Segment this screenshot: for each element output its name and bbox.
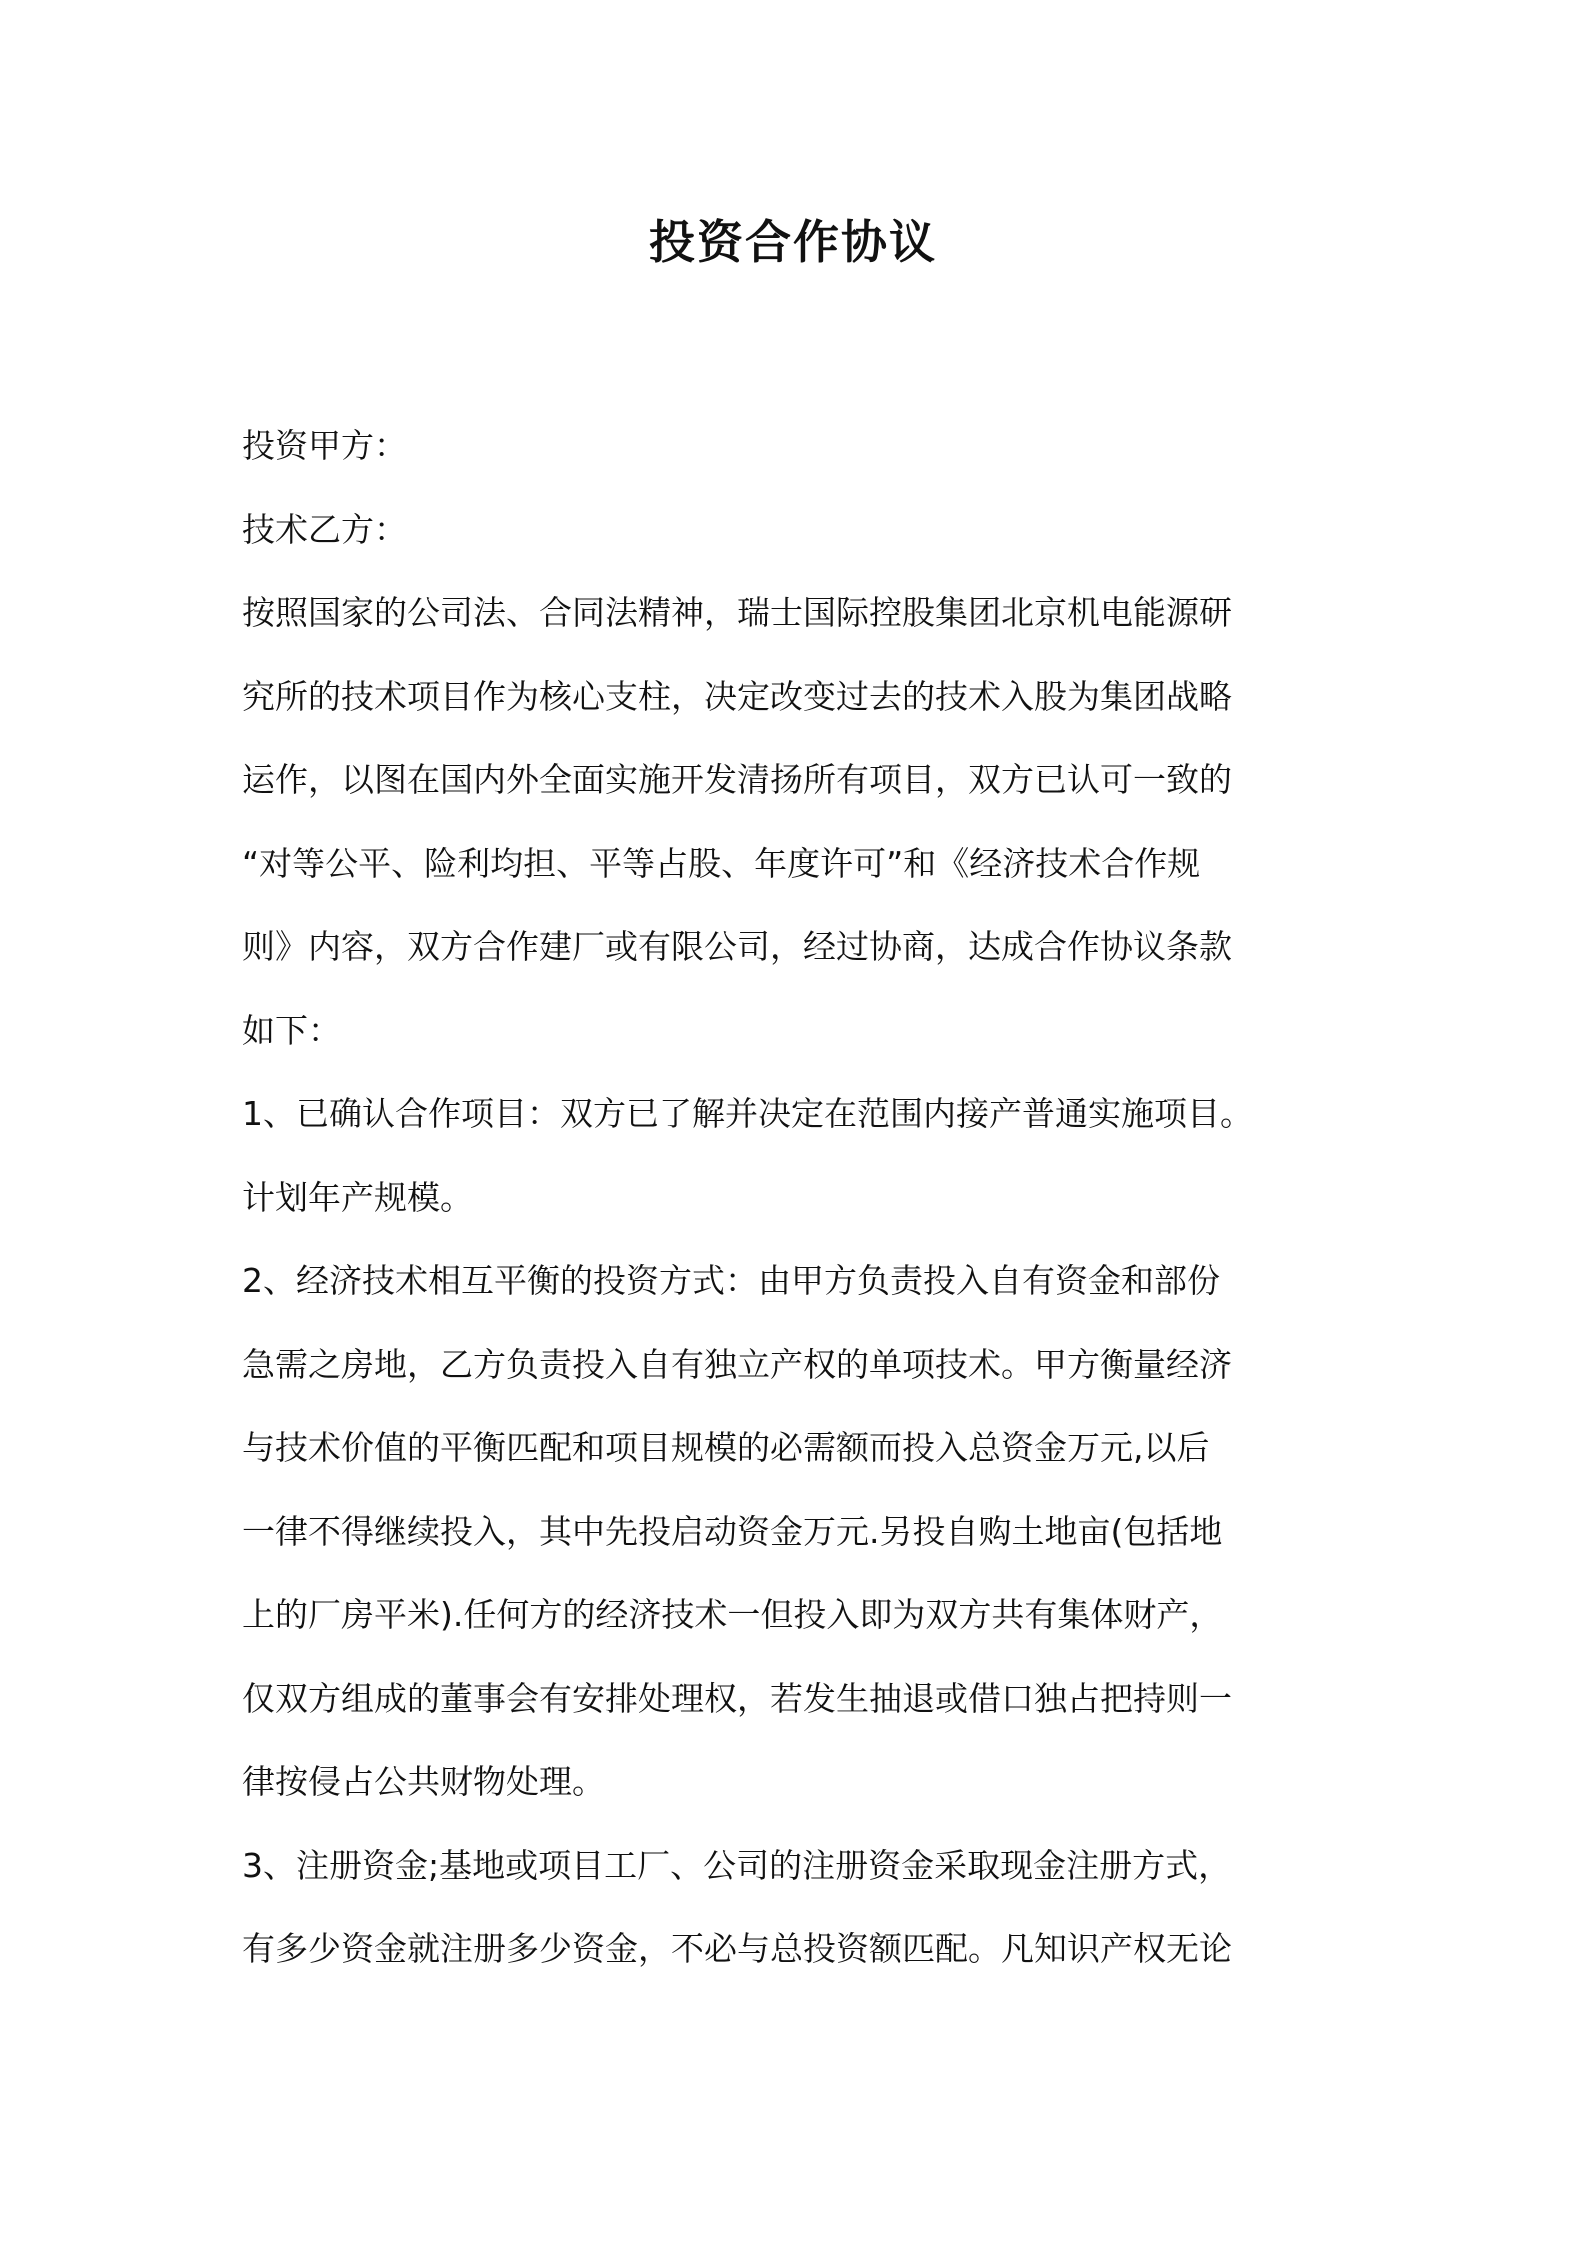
clause-3-line: 3、注册资金;基地或项目工厂、公司的注册资金采取现金注册方式， bbox=[242, 1845, 1232, 1885]
clause-2-line: 急需之房地，乙方负责投入自有独立产权的单项技术。甲方衡量经济 bbox=[242, 1344, 1232, 1384]
preamble-line: 运作，以图在国内外全面实施开发清扬所有项目，双方已认可一致的 bbox=[242, 760, 1232, 799]
clause-2-line: 与技术价值的平衡匹配和项目规模的必需额而投入总资金万元,以后 bbox=[242, 1428, 1210, 1467]
document-body bbox=[242, 404, 1362, 1991]
clause-2-line: 律按侵占公共财物处理。 bbox=[242, 1762, 605, 1801]
preamble-line: 按照国家的公司法、合同法精神，瑞士国际控股集团北京机电能源研 bbox=[242, 593, 1232, 632]
preamble-line: 究所的技术项目作为核心支柱，决定改变过去的技术入股为集团战略 bbox=[242, 676, 1232, 716]
party-a-line: 投资甲方： bbox=[242, 426, 407, 465]
document-title: 投资合作协议 bbox=[649, 215, 937, 269]
party-b-line: 技术乙方： bbox=[242, 509, 407, 549]
clause-2-line: 一律不得继续投入，其中先投启动资金万元.另投自购土地亩(包括地 bbox=[242, 1511, 1223, 1551]
preamble-line: “对等公平、险利均担、平等占股、年度许可”和《经济技术合作规 bbox=[242, 843, 1201, 883]
clause-1-line: 1、已确认合作项目：双方已了解并决定在范围内接产普通实施项目。 bbox=[242, 1094, 1253, 1133]
preamble-line: 则》内容，双方合作建厂或有限公司，经过协商，达成合作协议条款 bbox=[242, 927, 1232, 966]
clause-2-line: 2、经济技术相互平衡的投资方式：由甲方负责投入自有资金和部份 bbox=[242, 1261, 1220, 1300]
clause-2-line: 上的厂房平米).任何方的经济技术一但投入即为双方共有集体财产， bbox=[242, 1595, 1223, 1634]
preamble-line: 如下： bbox=[242, 1010, 341, 1050]
clause-1-line: 计划年产规模。 bbox=[242, 1177, 473, 1217]
clause-3-line: 有多少资金就注册多少资金，不必与总投资额匹配。凡知识产权无论 bbox=[242, 1929, 1232, 1968]
clause-2-line: 仅双方组成的董事会有安排处理权，若发生抽退或借口独占把持则一 bbox=[242, 1678, 1232, 1718]
